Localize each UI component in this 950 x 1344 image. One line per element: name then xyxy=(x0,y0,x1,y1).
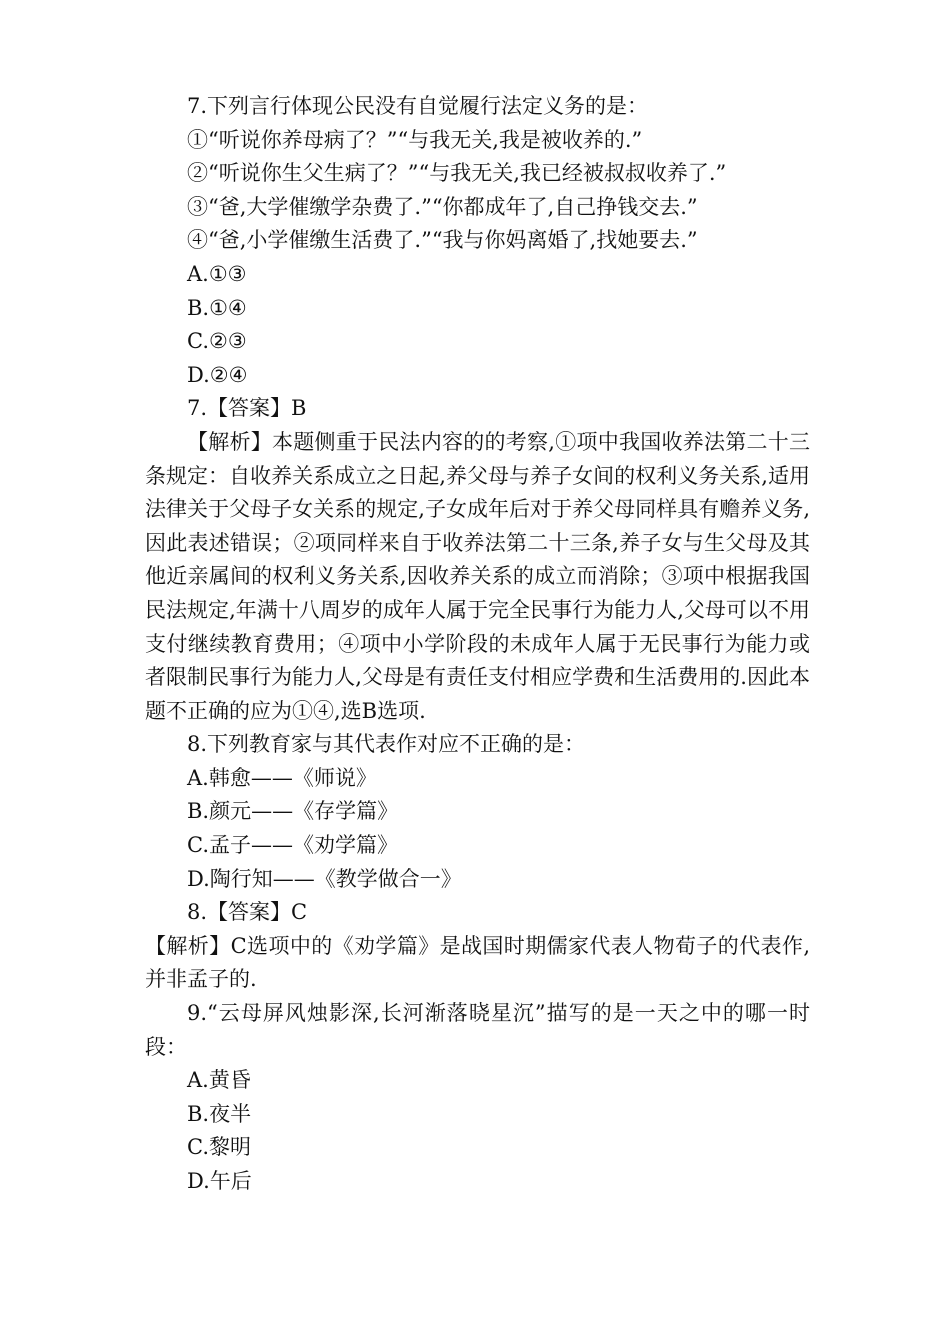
q8-answer: 8.【答案】C xyxy=(187,900,308,925)
q7-item-1: ①“听说你养母病了？”“与我无关,我是被收养的.” xyxy=(187,127,643,152)
q7-item-4: ④“爸,小学催缴生活费了.”“我与你妈离婚了,找她要去.” xyxy=(187,228,698,253)
q8-analysis xyxy=(145,930,810,997)
q7-option-b: B.①④ xyxy=(187,295,247,320)
q7-item-3: ③“爸,大学催缴学杂费了.”“你都成年了,自己挣钱交去.” xyxy=(187,194,698,219)
document-page xyxy=(145,90,810,1199)
q7-analysis-label: 【解析】 xyxy=(187,429,273,454)
q8-analysis-text: C选项中的《劝学篇》是战国时期儒家代表人物荀子的代表作,并非孟子的. xyxy=(145,933,811,992)
q8-analysis-label: 【解析】 xyxy=(145,933,231,958)
q8-option-d: D.陶行知——《教学做合一》 xyxy=(187,866,462,891)
q8-stem: 8.下列教育家与其代表作对应不正确的是： xyxy=(187,732,586,757)
q7-item-2: ②“听说你生父生病了？”“与我无关,我已经被叔叔收养了.” xyxy=(187,161,727,186)
q7-analysis-text: 本题侧重于民法内容的的考察,①项中我国收养法第二十三条规定：自收养关系成立之日起,养父母与养子女间的权利义务关系,适用法律关于父母子女关系的规定,子女成年后对于养父母同样具有赡养义务,因此表述错误；②项同样来自于收养法第二十三条,养子女与生父母及其他近亲属间的权利义务关系,因收养关系的成立而消除；③项中根据我国民法规定,年满十八周岁的成年人属于完全民事行为能力人,父母可以不用支付继续教育费用；④项中小学阶段的未成年人属于无民事行为能力或者限制民事行为能力人,父母是有责任支付相应学费和生活费用的.因此本题不正确的应为①④,选B选项. xyxy=(145,429,810,723)
q9-stem: 9.“云母屏风烛影深,长河渐落晓星沉”描写的是一天之中的哪一时段： xyxy=(145,1001,810,1059)
q7-option-d: D.②④ xyxy=(187,362,248,387)
q9-option-d: D.午后 xyxy=(187,1169,252,1193)
q7-option-a: A.①③ xyxy=(187,261,247,286)
q8-option-c: C.孟子——《劝学篇》 xyxy=(187,833,398,858)
q8-option-a: A.韩愈——《师说》 xyxy=(187,765,377,790)
q7-answer: 7.【答案】B xyxy=(187,396,307,421)
q7-stem: 7.下列言行体现公民没有自觉履行法定义务的是： xyxy=(187,94,649,118)
q7-analysis xyxy=(145,426,810,728)
q9-option-a: A.黄昏 xyxy=(187,1068,251,1093)
q9-option-c: C.黎明 xyxy=(187,1135,251,1160)
q7-option-c: C.②③ xyxy=(187,329,247,354)
q9-option-b: B.夜半 xyxy=(187,1101,252,1126)
q8-option-b: B.颜元——《存学篇》 xyxy=(187,799,399,824)
